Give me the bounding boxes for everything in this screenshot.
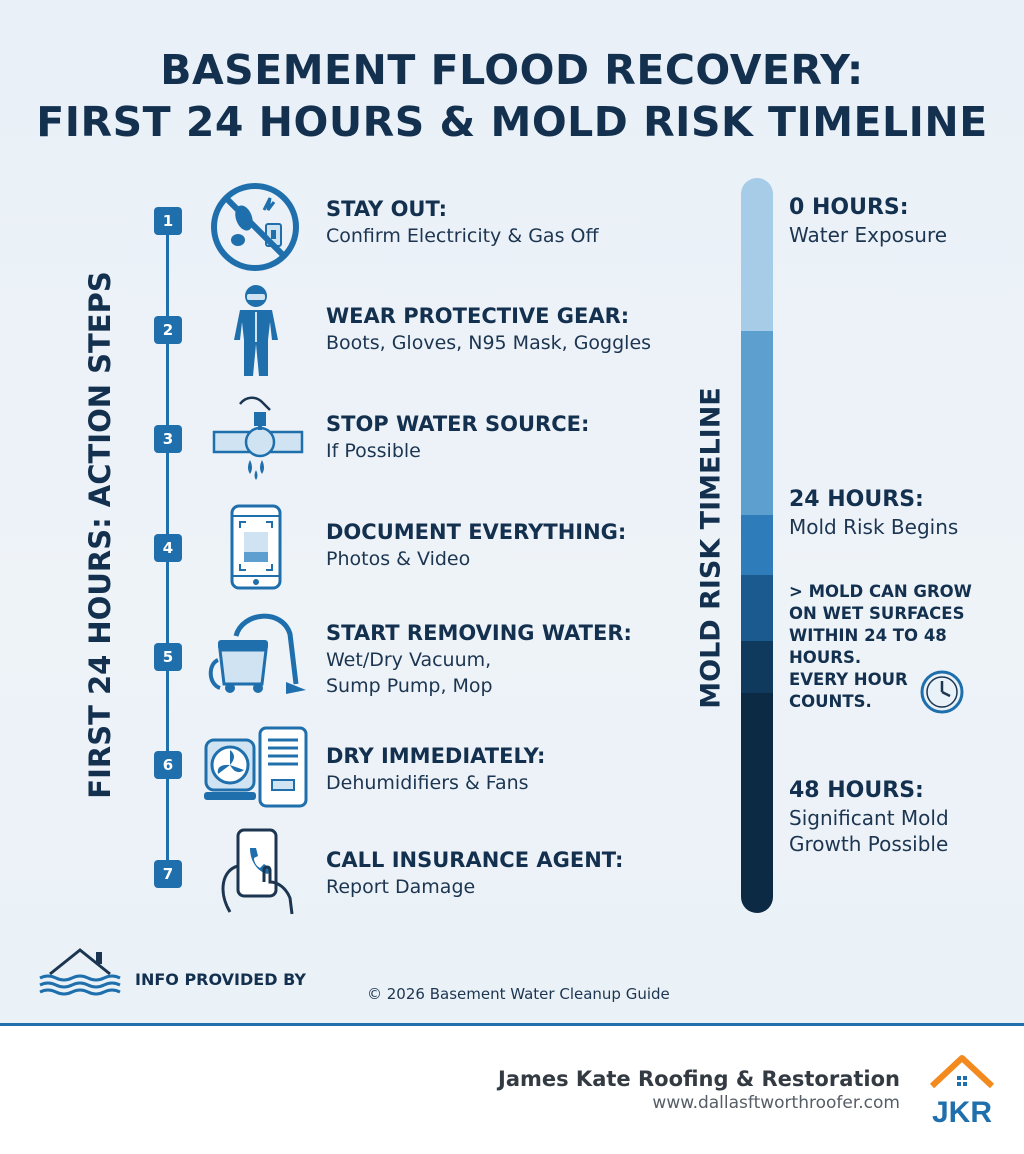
flooded-house-icon (38, 944, 122, 996)
marker-24-hours-title: 24 HOURS: (789, 487, 924, 512)
mold-bar-segment (741, 641, 773, 693)
step-2-text (326, 303, 651, 356)
phone-call-icon (214, 826, 300, 916)
step-6-desc: Dehumidifiers & Fans (326, 772, 529, 794)
action-steps-label: FIRST 24 HOURS: ACTION STEPS (83, 271, 117, 799)
note-line-5: EVERY HOUR (789, 670, 908, 689)
step-5-desc-2: Sump Pump, Mop (326, 675, 493, 697)
clock-icon (918, 668, 966, 716)
step-number-3: 3 (154, 425, 182, 453)
note-line-4: HOURS. (789, 648, 862, 667)
wet-dry-vacuum-icon (206, 604, 310, 700)
no-entry-shoe-icon (208, 180, 302, 274)
step-4-text (326, 519, 626, 572)
company-block (498, 1066, 900, 1114)
mold-risk-gradient-bar (741, 178, 773, 913)
step-number-5: 5 (154, 643, 182, 671)
logo-text: JKR (931, 1096, 993, 1128)
note-line-6: COUNTS. (789, 692, 872, 711)
step-1-title: STAY OUT: (326, 197, 448, 221)
step-2-desc: Boots, Gloves, N95 Mask, Goggles (326, 332, 652, 354)
page-title (0, 44, 1024, 148)
water-valve-icon (210, 390, 306, 486)
mold-risk-timeline-label: MOLD RISK TIMELINE (695, 387, 727, 709)
step-3-text (326, 411, 589, 464)
footer-divider (0, 1023, 1024, 1026)
step-1-desc: Confirm Electricity & Gas Off (326, 225, 599, 247)
title-line-2: FIRST 24 HOURS & MOLD RISK TIMELINE (36, 98, 988, 146)
step-number-2: 2 (154, 316, 182, 344)
note-line-2: ON WET SURFACES (789, 604, 965, 623)
mold-bar-segment (741, 693, 773, 913)
step-4-title: DOCUMENT EVERYTHING: (326, 520, 627, 544)
fan-dehumidifier-icon (200, 722, 312, 810)
step-5-title: START REMOVING WATER: (326, 621, 632, 645)
marker-0-hours-desc: Water Exposure (789, 223, 948, 247)
step-6-text (326, 743, 545, 796)
step-number-6: 6 (154, 751, 182, 779)
info-provided-by: INFO PROVIDED BY (135, 970, 306, 989)
step-5-text (326, 620, 632, 699)
phone-camera-icon (230, 504, 282, 590)
step-3-desc: If Possible (326, 440, 421, 462)
company-name: James Kate Roofing & Restoration (498, 1067, 900, 1091)
step-number-4: 4 (154, 534, 182, 562)
mold-bar-segment (741, 575, 773, 641)
marker-48-hours-desc-1: Significant Mold (789, 806, 949, 830)
step-2-title: WEAR PROTECTIVE GEAR: (326, 304, 630, 328)
step-5-desc-1: Wet/Dry Vacuum, (326, 649, 492, 671)
copyright-text: © 2026 Basement Water Cleanup Guide (367, 985, 670, 1003)
step-1-text (326, 196, 599, 249)
marker-48-hours-desc-2: Growth Possible (789, 832, 949, 856)
mold-bar-segment (741, 178, 773, 331)
mold-bar-segment (741, 515, 773, 575)
step-number-7: 7 (154, 860, 182, 888)
protective-suit-icon (228, 282, 284, 380)
step-6-title: DRY IMMEDIATELY: (326, 744, 546, 768)
step-4-desc: Photos & Video (326, 548, 471, 570)
company-logo (926, 1052, 998, 1128)
marker-0-hours-title: 0 HOURS: (789, 195, 909, 220)
note-line-1: > MOLD CAN GROW (789, 582, 972, 601)
step-7-text (326, 847, 623, 900)
step-3-title: STOP WATER SOURCE: (326, 412, 590, 436)
marker-24-hours-desc: Mold Risk Begins (789, 515, 959, 539)
step-7-desc: Report Damage (326, 876, 476, 898)
title-line-1: BASEMENT FLOOD RECOVERY: (160, 46, 864, 94)
note-line-3: WITHIN 24 TO 48 (789, 626, 947, 645)
step-7-title: CALL INSURANCE AGENT: (326, 848, 624, 872)
marker-48-hours-title: 48 HOURS: (789, 778, 924, 803)
company-url[interactable]: www.dallasftworthroofer.com (652, 1093, 900, 1113)
step-number-1: 1 (154, 207, 182, 235)
mold-bar-segment (741, 331, 773, 515)
